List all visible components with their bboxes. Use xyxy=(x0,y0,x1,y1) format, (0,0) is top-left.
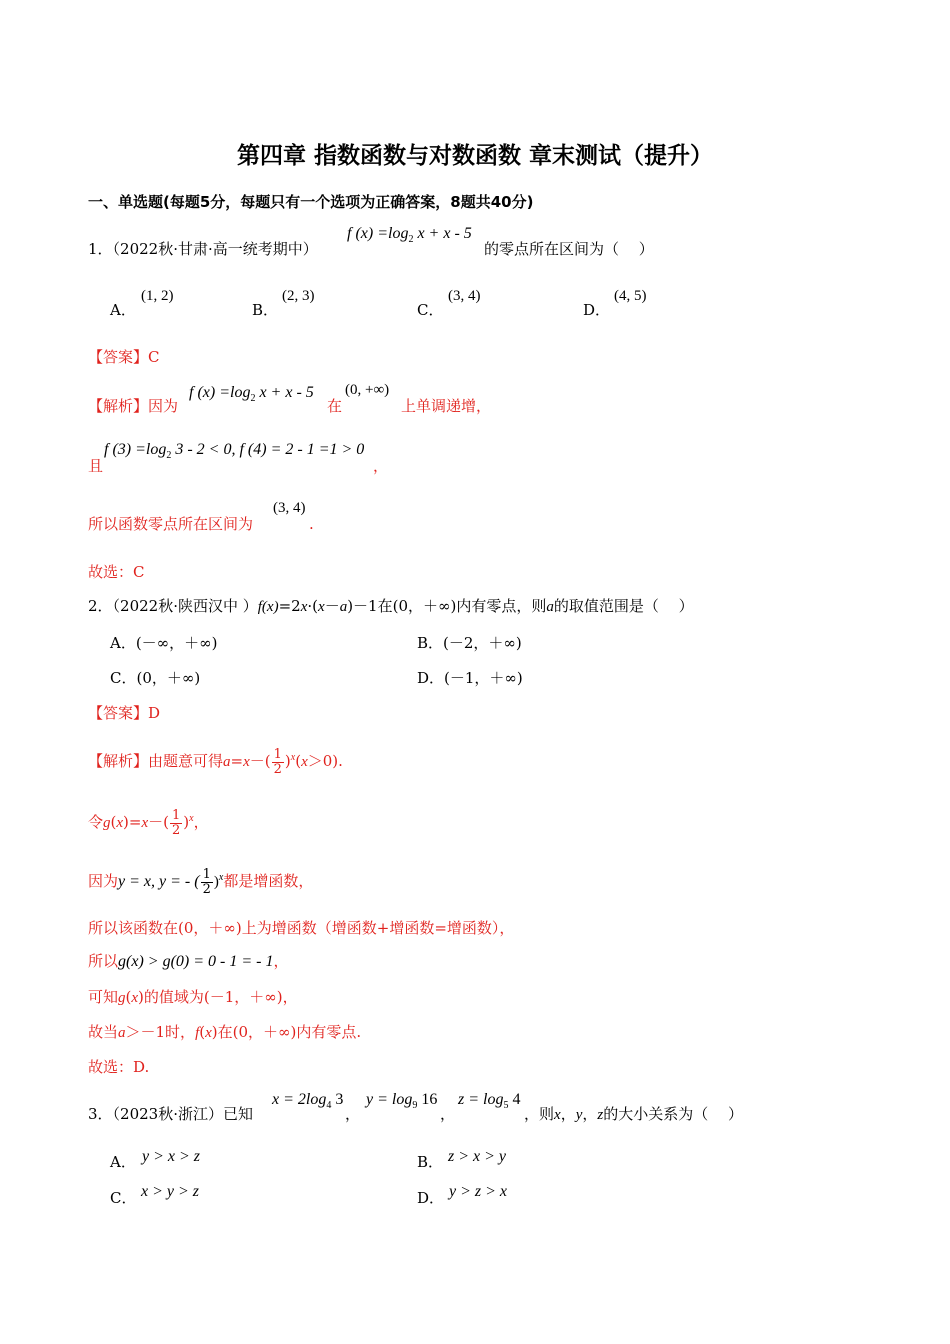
q2-explanation-4: 所以该函数在(0，＋∞)上为增函数（增函数+增函数=增函数）， xyxy=(88,919,515,937)
q1-explanation-function: f $(x) =\log_2$ x + x - 5 xyxy=(189,384,314,405)
q2-explanation-1: 【解析】由题意可得a=x－( $\frac{1}{2}$ )$^x$(x＞0). xyxy=(88,746,343,777)
q1-answer: 【答案】C xyxy=(88,348,160,366)
q1-explanation-zero-interval: (3, 4) xyxy=(273,500,306,516)
q2-option-d[interactable]: D．(－1，＋∞) xyxy=(417,669,523,687)
q3-option-b-value: z > x > y xyxy=(448,1148,507,1165)
q1-option-c-label[interactable]: C． xyxy=(417,301,444,319)
fraction-one-half: $\frac{1}{2}$ xyxy=(273,746,282,777)
q1-option-b-value: (2, 3) xyxy=(282,288,315,304)
question-1-number: 1． xyxy=(88,240,113,258)
q1-option-d-value: (4, 5) xyxy=(614,288,647,304)
q1-option-b-label[interactable]: B． xyxy=(252,301,279,319)
q2-option-b[interactable]: B．(－2，＋∞) xyxy=(417,634,522,652)
q2-explanation-7: 故当a＞－1时，f(x)在(0，＋∞)内有零点. xyxy=(88,1023,362,1041)
q3-option-b-label[interactable]: B． xyxy=(417,1153,444,1171)
fraction-one-half: $\frac{1}{2}$ xyxy=(202,866,211,897)
q1-option-a-label[interactable]: A． xyxy=(110,301,136,319)
q1-explanation-in: 在 xyxy=(327,397,343,415)
q3-z-definition: $z = \log_5 4$ xyxy=(458,1091,521,1112)
q1-option-c-value: (3, 4) xyxy=(448,288,481,304)
q3-sep-2: ， xyxy=(440,1105,456,1123)
fraction-one-half: $\frac{1}{2}$ xyxy=(172,807,181,838)
q3-y-definition: $y = \log_9 16$ xyxy=(366,1091,438,1112)
q2-explanation-5: 所以g(x) > g(0) = 0 - 1 = - 1， xyxy=(88,952,289,970)
q3-x-definition: $x = 2\log_4$ 3 xyxy=(272,1091,344,1112)
q3-stem: ，则x，y，z的大小关系为（ ） xyxy=(524,1105,744,1123)
q3-sep-1: ， xyxy=(345,1105,361,1123)
q1-choice: 故选：C xyxy=(88,563,145,581)
q1-explanation-conclusion: 所以函数零点所在区间为 xyxy=(88,515,254,533)
q1-explanation-increasing: 上单调递增， xyxy=(401,397,492,415)
q2-explanation-3: 因为y = x, y = - ( $\frac{1}{2}$ )$^x$都是增函数， xyxy=(88,866,314,897)
q3-option-d-value: y > z > x xyxy=(449,1183,508,1200)
q3-option-a-value: y > x > z xyxy=(142,1148,201,1165)
q2-answer: 【答案】D xyxy=(88,704,161,722)
q1-explanation-period: . xyxy=(309,515,314,533)
q1-explanation-comma: ， xyxy=(373,457,389,475)
q2-option-c[interactable]: C．(0，＋∞) xyxy=(110,669,201,687)
q3-option-a-label[interactable]: A． xyxy=(110,1153,136,1171)
q1-option-d-label[interactable]: D． xyxy=(583,301,611,319)
section-heading: 一、单选题(每题5分，每题只有一个选项为正确答案，8题共40分) xyxy=(88,193,534,211)
q3-option-d-label[interactable]: D． xyxy=(417,1189,445,1207)
q2-choice: 故选：D. xyxy=(88,1058,150,1076)
question-1-function: f $(x) =\log_2$ x + x - 5 xyxy=(347,225,472,246)
q1-explanation-and: 且 xyxy=(88,457,104,475)
question-2: 2．（2022秋·陕西汉中 ）f(x)=2x·(x－a)－1在(0，＋∞)内有零点，则a的取值范围是（ ） xyxy=(88,597,694,615)
q1-option-a-value: (1, 2) xyxy=(141,288,174,304)
page-title: 第四章 指数函数与对数函数 章末测试（提升） xyxy=(236,143,713,169)
q1-explanation-tag: 【解析】因为 xyxy=(88,397,179,415)
question-3: 3．（2023秋·浙江）已知 xyxy=(88,1105,253,1123)
question-1-stem: 的零点所在区间为（ ） xyxy=(484,240,654,258)
q2-option-a[interactable]: A．(－∞，＋∞) xyxy=(110,634,218,652)
question-1-source: （2022秋·甘肃·高一统考期中） xyxy=(112,240,318,258)
q3-option-c-label[interactable]: C． xyxy=(110,1189,137,1207)
q3-option-c-value: x > y > z xyxy=(141,1183,200,1200)
q2-explanation-6: 可知g(x)的值域为(－1，＋∞)， xyxy=(88,988,298,1006)
q1-explanation-interval: (0, +∞) xyxy=(345,382,390,398)
q1-explanation-values: f $(3) =\log_2$ 3 - 2 < 0, f (4) = 2 - 1 =1 > 0 xyxy=(104,441,365,462)
q2-explanation-2: 令g(x)=x－( $\frac{1}{2}$ )$^x$， xyxy=(88,807,209,838)
question-1 xyxy=(88,239,318,259)
